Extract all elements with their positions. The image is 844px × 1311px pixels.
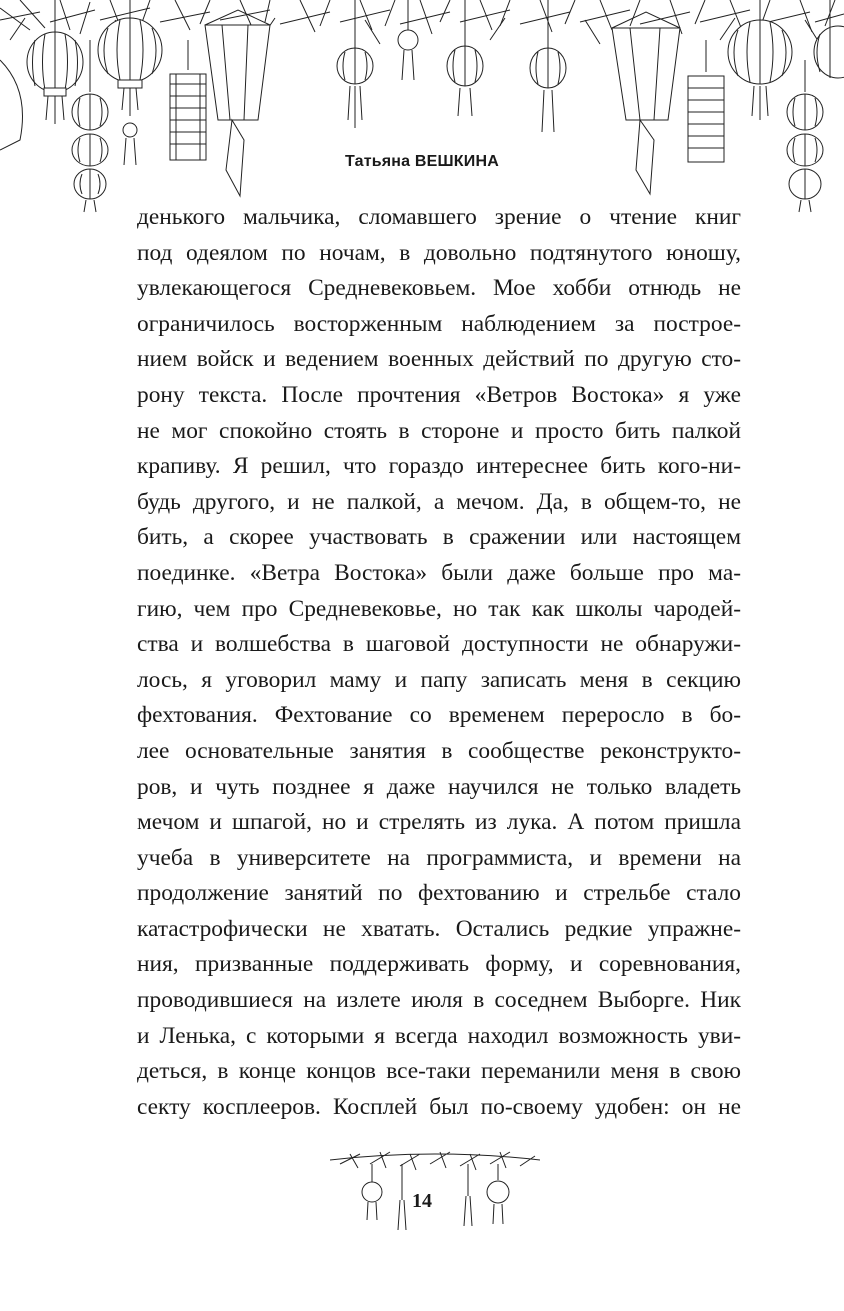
running-head: Татьяна ВЕШКИНА	[345, 153, 499, 170]
text-line: катастрофически не хватать. Остались редкие упражне-	[137, 915, 741, 942]
hanging-lanterns-ornament	[0, 0, 844, 215]
text-line: лось, я уговорил маму и папу записать меня в секцию	[137, 666, 741, 693]
lantern-edge-left	[0, 60, 23, 150]
text-line: поединке. «Ветра Востока» были даже больше про ма-	[137, 559, 741, 586]
lantern-left-3	[98, 0, 162, 165]
lantern-small-center-1	[398, 0, 418, 80]
text-line: и Ленька, с которыми я всегда находил возможность уви-	[137, 1022, 741, 1049]
text-line: гию, чем про Средневековье, но так как школы чародей-	[137, 595, 741, 622]
lantern-right-3	[814, 0, 844, 78]
text-line: ров, и чуть позднее я даже научился не только владеть	[137, 773, 741, 800]
lantern-cylinder-left	[170, 40, 206, 160]
page-number: 14	[412, 1190, 432, 1212]
text-line: будь другого, и не палкой, а мечом. Да, в общем-то, не	[137, 488, 741, 515]
text-line: мечом и шпагой, но и стрелять из лука. А потом пришла	[137, 809, 741, 836]
text-line: нием войск и ведением военных действий по другую сто-	[137, 346, 741, 373]
text-line: ства и волшебства в шаговой доступности не обнаружи-	[137, 631, 741, 658]
body-text	[137, 200, 741, 1125]
text-line: учеба в университете на программиста, и времени на	[137, 844, 741, 871]
text-line: под одеялом по ночам, в довольно подтянутого юношу,	[137, 239, 741, 266]
text-line: крапиву. Я решил, что гораздо интереснее бить кого-ни-	[137, 453, 741, 480]
text-line: рону текста. После прочтения «Ветров Востока» я уже	[137, 381, 741, 408]
lantern-cylinder-right	[688, 40, 724, 162]
text-line: ограничилось восторженным наблюдением за построе-	[137, 310, 741, 337]
text-line: фехтования. Фехтование со временем переросло в бо-	[137, 702, 741, 729]
text-line: бить, а скорее участвовать в сражении или настоящем	[137, 524, 741, 551]
text-line: денького мальчика, сломавшего зрение о чтение книг	[137, 204, 741, 230]
text-line: проводившиеся на излете июля в соседнем Выборге. Ник	[137, 987, 741, 1014]
text-line: продолжение занятий по фехтованию и стрельбе стало	[137, 880, 741, 907]
text-line: увлекающегося Средневековьем. Мое хобби отнюдь не	[137, 275, 741, 302]
text-line: ния, призванные поддерживать форму, и соревнования,	[137, 951, 741, 978]
text-line: секту косплееров. Косплей был по-своему удобен: он не	[137, 1093, 741, 1120]
text-line: лее основательные занятия в сообществе реконструкто-	[137, 737, 741, 764]
text-line: не мог спокойно стоять в стороне и просто бить палкой	[137, 417, 741, 444]
lantern-right-2	[787, 60, 823, 212]
text-line: деться, в конце концов все-таки переманили меня в свою	[137, 1058, 741, 1085]
